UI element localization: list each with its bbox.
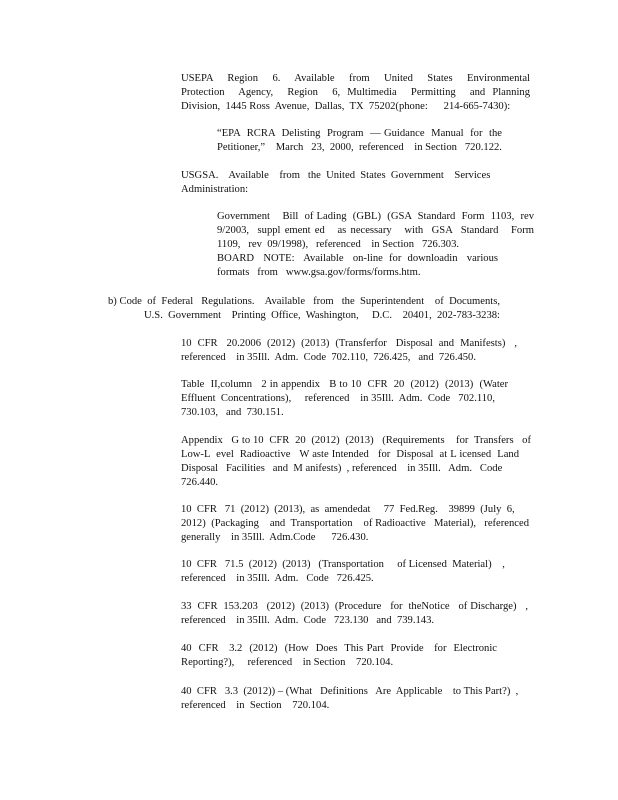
text-line: 10 CFR 20.2006 (2012) (2013) (Transferfor Disposal and Manifests) , [181, 338, 517, 349]
text-line: referenced in 35Ill. Adm. Code 726.425. [181, 573, 374, 584]
cfr-10-20-appendix-b [181, 378, 508, 420]
text-line: 10 CFR 71 (2012) (2013), as amendedat 77 Fed.Reg. 39899 (July 6, [181, 504, 515, 515]
text-line: 726.440. [181, 477, 219, 488]
cfr-40-3-2 [181, 642, 497, 670]
cfr-33-153-203 [181, 600, 528, 628]
text-line: 33 CFR 153.203 (2012) (2013) (Procedure for theNotice of Discharge) , [181, 601, 528, 612]
cfr-10-71-5 [181, 558, 505, 586]
text-line: 1109, rev 09/1998), referenced in Section 726.303. [217, 239, 460, 250]
text-line: referenced in Section 720.104. [181, 700, 330, 711]
text-line: Disposal Facilities and M anifests) , referenced in 35Ill. Adm. Code [181, 463, 503, 474]
text-line: 9/2003, suppl ement ed as necessary with GSA Standard Form [217, 225, 534, 236]
text-line: USGSA. Available from the United States Government Services [181, 170, 491, 181]
text-line: 2012) (Packaging and Transportation of Radioactive Material), referenced [181, 518, 529, 529]
text-line: BOARD NOTE: Available on-line for downloadin various [217, 253, 498, 264]
text-line: 40 CFR 3.3 (2012)) – (What Definitions Are Applicable to This Part?) , [181, 686, 519, 697]
text-line: U.S. Government Printing Office, Washington, D.C. 20401, 202-783-3238: [144, 310, 500, 321]
text-line: Protection Agency, Region 6, Multimedia Permitting and Planning [181, 87, 530, 98]
cfr-10-71 [181, 503, 529, 545]
text-line: 10 CFR 71.5 (2012) (2013) (Transportation of Licensed Material) , [181, 559, 505, 570]
text-line: USEPA Region 6. Available from United States Environmental [181, 73, 530, 84]
text-line: Table II,column 2 in appendix B to 10 CFR 20 (2012) (2013) (Water [181, 379, 508, 390]
usgsa-entry [181, 169, 491, 197]
text-line: 40 CFR 3.2 (2012) (How Does This Part Provide for Electronic [181, 643, 497, 654]
text-line: Reporting?), referenced in Section 720.104. [181, 657, 394, 668]
text-line: Administration: [181, 184, 249, 195]
text-line: Division, 1445 Ross Avenue, Dallas, TX 75202(phone: 214-665-7430): [181, 101, 511, 112]
text-line: generally in 35Ill. Adm.Code 726.430. [181, 532, 369, 543]
cfr-10-20-2006 [181, 337, 517, 365]
usepa-delisting-guidance [217, 127, 502, 155]
usepa-entry [181, 72, 530, 114]
text-line: 730.103, and 730.151. [181, 407, 284, 418]
text-line: Low-L evel Radioactive W aste Intended for Disposal at L icensed Land [181, 449, 519, 460]
cfr-40-3-3 [181, 685, 517, 713]
text-line: b) Code of Federal Regulations. Available from the Superintendent of Documents, [108, 296, 500, 307]
text-line: “EPA RCRA Delisting Program — Guidance Manual for the [217, 128, 502, 139]
text-line: Government Bill of Lading (GBL) (GSA Standard Form 1103, rev [217, 211, 534, 222]
text-line: Appendix G to 10 CFR 20 (2012) (2013) (Requirements for Transfers of [181, 435, 531, 446]
text-line: formats from www.gsa.gov/forms/forms.htm. [217, 267, 421, 278]
text-line: referenced in 35Ill. Adm. Code 702.110, 726.425, and 726.450. [181, 352, 477, 363]
cfr-10-20-appendix-g [181, 434, 531, 490]
cfr-section-heading [108, 295, 500, 323]
text-line: referenced in 35Ill. Adm. Code 723.130 and 739.143. [181, 615, 435, 626]
text-line: Effluent Concentrations), referenced in 35Ill. Adm. Code 702.110, [181, 393, 495, 404]
text-line: Petitioner,” March 23, 2000, referenced in Section 720.122. [217, 142, 502, 153]
gbl-entry [217, 210, 534, 280]
